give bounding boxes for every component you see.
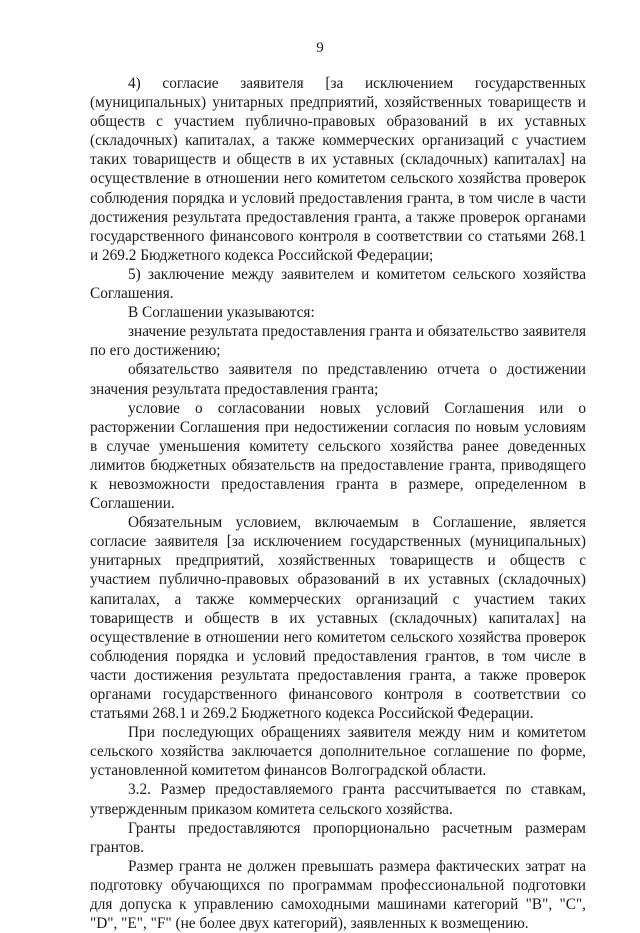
- paragraph-agreement-contents-intro: В Соглашении указываются:: [128, 304, 315, 322]
- page-number: 9: [316, 40, 324, 56]
- paragraph-agreement-item-5: 5) заключение между заявителем и комитетом сельского хозяйства Соглашения.: [90, 265, 586, 303]
- paragraph-grants-proportional: Гранты предоставляются пропорционально расчетным размерам грантов.: [90, 819, 586, 856]
- paragraph-mandatory-condition: Обязательным условием, включаемым в Соглашение, является согласие заявителя [за исключением государственных (муниципальных) унитарных предприятий, хозяйственных товариществ и обществ с участием публично-правовых образований в их уставных (складочных) капиталах, а также коммерческих организаций с участием таких товариществ и обществ в их уставных (складочных) капиталах] на осуществление в отношении него комитетом сельского хозяйства проверок соблюдения порядка и условий предоставления грантов, в том числе в части достижения результата предоставления гранта, а также проверок органами государственного финансового контроля в соответствии со статьями 268.1 и 269.2 Бюджетного кодекса Российской Федерации.: [90, 514, 586, 723]
- paragraph-report-obligation: обязательство заявителя по представлению отчета о достижении значения результата предоставления гранта;: [90, 361, 586, 398]
- paragraph-result-value: значение результата предоставления гранта и обязательство заявителя по его достижению;: [90, 323, 586, 360]
- document-body: [90, 74, 586, 933]
- paragraph-new-conditions: условие о согласовании новых условий Соглашения или о расторжении Соглашения при недостижении согласия по новым условиям в случае уменьшения комитету сельского хозяйства ранее доведенных лимитов бюджетных обязательств на предоставление гранта, приводящего к невозможности предоставления гранта в размере, определенном в Соглашении.: [90, 399, 586, 513]
- paragraph-grant-size-rates: 3.2. Размер предоставляемого гранта рассчитывается по ставкам, утвержденным приказом комитета сельского хозяйства.: [90, 781, 586, 818]
- paragraph-consent-item-4: 4) согласие заявителя [за исключением государственных (муниципальных) унитарных предприятий, хозяйственных товариществ и обществ с участием публично-правовых образований в их уставных (складочных) капиталах, а также коммерческих организаций с участием таких товариществ и обществ в их уставных (складочных) капиталах] на осуществление в отношении него комитетом сельского хозяйства проверок соблюдения порядка и условий предоставления гранта, в том числе в части достижения результата предоставления гранта, а также проверок органами государственного финансового контроля в соответствии со статьями 268.1 и 269.2 Бюджетного кодекса Российской Федерации;: [90, 75, 586, 264]
- paragraph-subsequent-applications: При последующих обращениях заявителя между ним и комитетом сельского хозяйства заключается дополнительное соглашение по форме, установленной комитетом финансов Волгоградской области.: [90, 724, 586, 780]
- paragraph-grant-size-limit: Размер гранта не должен превышать размера фактических затрат на подготовку обучающихся по программам профессиональной подготовки для допуска к управлению самоходными машинами категорий "B", "C", "D", "E", "F" (не более двух категорий), заявленных к возмещению.: [90, 857, 586, 933]
